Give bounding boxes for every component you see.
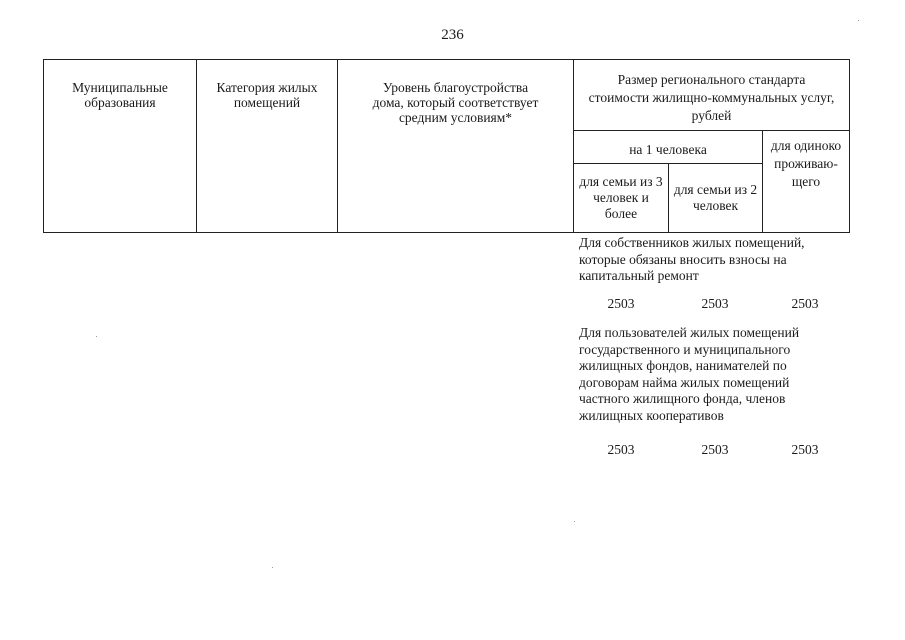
header-text: Муниципальные образования xyxy=(72,80,168,110)
value-users-family-3: 2503 xyxy=(607,442,635,457)
scan-speck xyxy=(96,336,97,337)
value-owners-single: 2503 xyxy=(791,296,819,311)
header-cell-municipalities xyxy=(43,59,197,233)
header-text: для семьи из 2 человек xyxy=(673,182,758,213)
header-text: Уровень благоустройства дома, который соответствует средним условиям* xyxy=(372,80,539,125)
header-cell-per-person xyxy=(573,130,763,164)
header-text: на 1 человека xyxy=(629,142,707,157)
value-owners-family-2: 2503 xyxy=(701,296,729,311)
page-number: 236 xyxy=(441,27,464,43)
header-cell-standard-size xyxy=(573,59,850,131)
value-users-family-2: 2503 xyxy=(701,442,729,457)
header-cell-comfort-level xyxy=(337,59,574,233)
section-title-users: Для пользователей жилых помещений государственного и муниципального жилищных фондов, нанимателей по договорам найма жилых помещений частного жилищного фонда, членов жилищных кооперативов xyxy=(579,325,800,423)
scan-speck xyxy=(574,521,575,522)
section-title-owners: Для собственников жилых помещений, которые обязаны вносить взносы на капитальный ремонт xyxy=(579,235,805,283)
header-text: для семьи из 3 человек и более xyxy=(579,174,663,221)
header-text: Размер регионального стандарта стоимости жилищно-коммунальных услуг, рублей xyxy=(588,72,835,123)
scan-speck xyxy=(272,567,273,568)
header-cell-single xyxy=(762,130,850,233)
header-text: для одиноко проживаю-щего xyxy=(770,138,842,189)
header-cell-family-2 xyxy=(668,163,763,233)
header-cell-family-3 xyxy=(573,163,669,233)
scan-speck xyxy=(858,20,859,21)
value-owners-family-3: 2503 xyxy=(607,296,635,311)
header-cell-category xyxy=(196,59,338,233)
value-users-single: 2503 xyxy=(791,442,819,457)
header-text: Категория жилых помещений xyxy=(216,80,318,110)
